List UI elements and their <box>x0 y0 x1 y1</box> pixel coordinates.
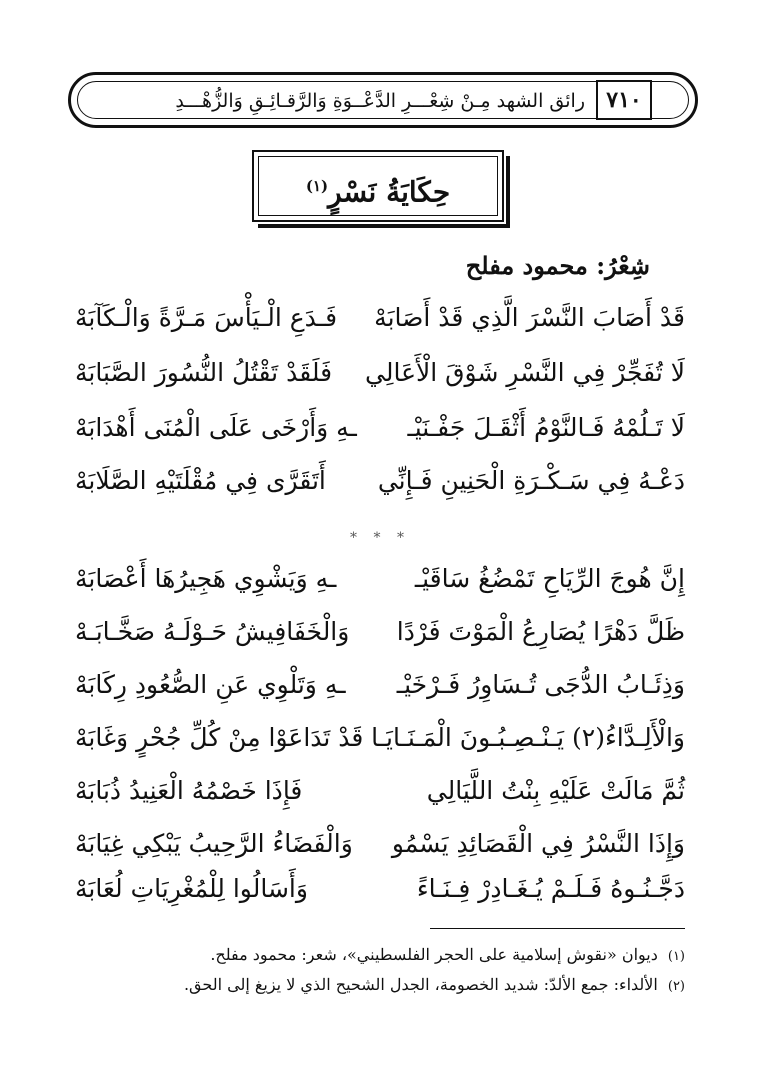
verse-line <box>0 405 760 455</box>
verse-line <box>0 556 760 606</box>
verse-line <box>0 715 760 765</box>
verse-second-hemistich: ـهِ وَأَرْخَى عَلَى الْمُنَى أَهْدَابَهْ <box>75 413 357 442</box>
verse-first-hemistich: دَعْـهُ فِي سَـكْـرَةِ الْحَنِينِ فَـإِنِّي <box>377 466 685 495</box>
footnote-text: الألداء: جمع الألدّ: شديد الخصومة، الجدل الشحيح الذي لا يزيغ إلى الحق. <box>183 975 658 994</box>
verse-first-hemistich: دَجَّـنُـوهُ فَـلَـمْ يُـغَـادِرْ فِـنَـاءً <box>416 874 685 903</box>
verse-first-hemistich: ظَلَّ دَهْرًا يُصَارِعُ الْمَوْتَ فَرْدًا <box>396 617 685 646</box>
verse-second-hemistich: فَإِذَا خَصْمُهُ الْعَنِيدُ ذُبَابَهْ <box>75 776 303 805</box>
verse-second-hemistich: ـهِ وَيَشْوِي هَجِيرُهَا أَعْصَابَهْ <box>75 564 337 593</box>
verse-first-hemistich: وَالْأَلِـدَّاءُ(٢) يَـنْـصِـبُـونَ الْمَـنَـايَـا <box>371 723 685 752</box>
verse-second-hemistich: وَالْخَفَافِيشُ حَـوْلَـهُ صَخَّـابَـهْ <box>75 617 350 646</box>
page-number: ٧١٠ <box>596 80 652 120</box>
verse-line <box>0 768 760 818</box>
verse-first-hemistich: لَا تَـلُمْهُ فَـالنَّوْمُ أَثْقَـلَ جَفْـنَيْـ <box>407 413 685 442</box>
verse-second-hemistich: أَتَقَرَّى فِي مُقْلَتَيْهِ الصَّلَابَهْ <box>75 466 326 495</box>
verse-first-hemistich: ثُمَّ مَالَتْ عَلَيْهِ بِنْتُ اللَّيَالِي <box>426 776 685 805</box>
verse-second-hemistich: فَلَقَدْ تَقْتُلُ النُّسُورَ الصَّبَابَهْ <box>75 358 333 387</box>
verse-second-hemistich: قَدْ تَدَاعَوْا مِنْ كُلِّ جُحْرٍ وَغَابَهْ <box>75 723 364 752</box>
verse-second-hemistich: وَالْفَضَاءُ الرَّحِيبُ يَبْكِي غِيَابَهْ <box>75 829 353 858</box>
footnote-marker: (١) <box>667 949 685 964</box>
verse-first-hemistich: إِنَّ هُوجَ الرِّيَاحِ تَمْضُغُ سَاقَيْـ <box>414 564 685 593</box>
verse-second-hemistich: وَأَسَالُوا لِلْمُغْرِيَاتِ لُعَابَهْ <box>75 874 308 903</box>
verse-line <box>0 609 760 659</box>
title-footnote-marker: (١) <box>305 177 329 195</box>
poet-credit: شِعْرُ: محمود مفلح <box>465 251 650 280</box>
verse-line <box>0 662 760 712</box>
verse-first-hemistich: وَإِذَا النَّسْرُ فِي الْقَصَائِدِ يَسْمُو <box>391 829 685 858</box>
verse-first-hemistich: لَا تُفَجِّرْ فِي النَّسْرِ شَوْقَ الْأَعَالِي <box>365 358 685 387</box>
footnote-text: ديوان «نقوش إسلامية على الحجر الفلسطيني»، شعر: محمود مفلح. <box>210 945 658 964</box>
poem-title-box <box>252 150 504 222</box>
verse-line <box>0 295 760 345</box>
verse-line <box>0 458 760 508</box>
verse-first-hemistich: وَذِئَـابُ الدُّجَى تُـسَاوِرُ فَـرْخَيْـ <box>396 670 685 699</box>
verse-second-hemistich: ـهِ وَتَلْوِي عَنِ الصُّعُودِ رِكَابَهْ <box>75 670 346 699</box>
verse-second-hemistich: فَـدَعِ الْـيَأْسَ مَـرَّةً وَالْـكَآبَهْ <box>75 303 338 332</box>
footnote-marker: (٢) <box>667 979 685 994</box>
footnote <box>65 940 685 972</box>
poem-title: حِكَايَةُ نَسْرٍ$^{(١)}$ <box>305 175 451 209</box>
footnote <box>65 970 685 1002</box>
verse-line <box>0 821 760 871</box>
verse-line <box>0 866 760 916</box>
verse-first-hemistich: قَدْ أَصَابَ النَّسْرَ الَّذِي قَدْ أَصَابَهْ <box>374 303 685 332</box>
running-title: رائق الشهد مِـنْ شِعْـــرِ الدَّعْــوَةِ وَالرَّقـائِـقِ وَالزُّهْـــدِ <box>175 90 585 112</box>
footnote-divider <box>430 928 685 929</box>
verse-line <box>0 350 760 400</box>
stanza-separator: * * * <box>350 530 410 546</box>
